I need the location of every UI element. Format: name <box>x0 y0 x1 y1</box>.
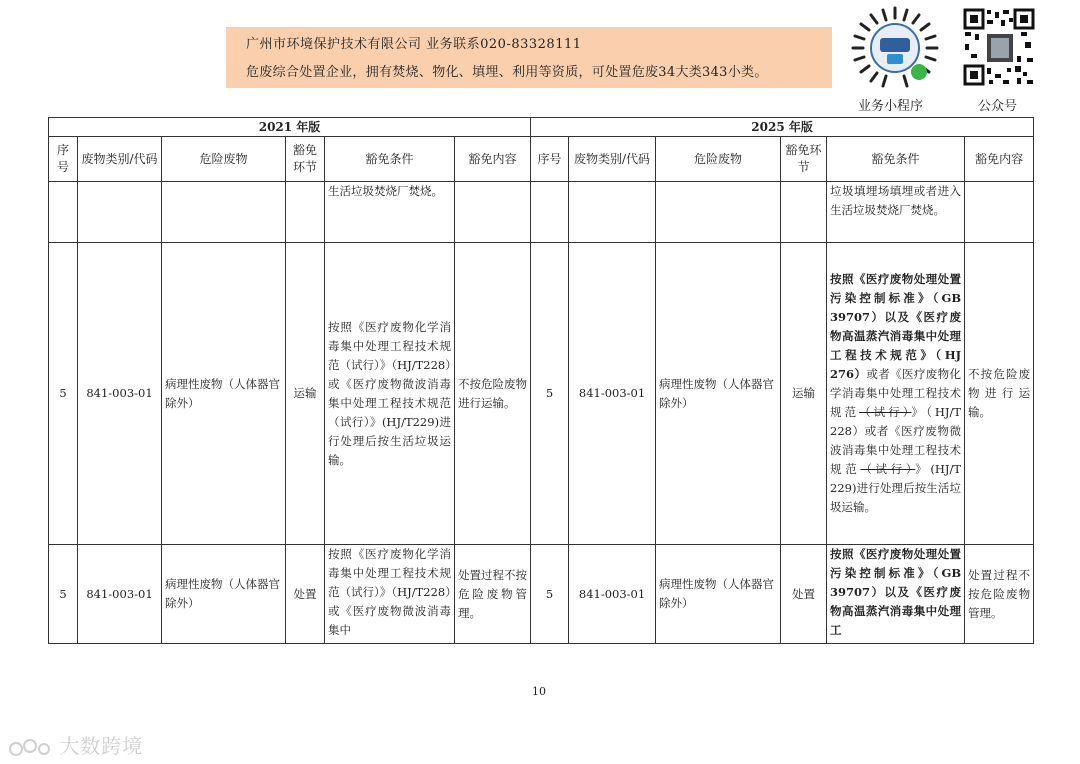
stage-2021: 运输 <box>286 243 325 545</box>
col-header-stage-2021: 豁免环节 <box>286 137 325 182</box>
condition-cell-2025: 按照《医疗废物处理处置污染控制标准》（GB 39707）以及《医疗废物高温蒸汽消毒集中处理工 <box>827 545 965 644</box>
banner-contact-line: 广州市环境保护技术有限公司 业务联系020-83328111 <box>246 37 582 52</box>
deleted-text: （试行） <box>860 462 916 476</box>
company-banner <box>226 27 832 88</box>
row-number-2025: 5 <box>531 545 569 644</box>
condition-text: 》(HJ/T 229)进行处理后按生活垃圾运输。 <box>830 462 962 514</box>
col-header-waste-2025: 危险废物 <box>656 137 781 182</box>
waste-name-2025: 病理性废物（人体器官除外） <box>656 243 781 545</box>
watermark <box>8 730 143 759</box>
watermark-logo-icon <box>8 737 52 759</box>
official-account-label: 公众号 <box>978 99 1018 114</box>
waste-code-2025: 841-003-01 <box>569 243 656 545</box>
stage-2021: 处置 <box>286 545 325 644</box>
content-cell-2021: 不按危险废物进行运输。 <box>455 243 531 545</box>
col-header-no-2025: 序号 <box>531 137 569 182</box>
condition-cell-2021: 按照《医疗废物化学消毒集中处理工程技术规范（试行）》（HJ/T228）或《医疗废物微波消毒集中 <box>325 545 455 644</box>
deleted-text: （试行） <box>859 405 912 419</box>
col-header-content-2025: 豁免内容 <box>965 137 1034 182</box>
waste-code-2021: 841-003-01 <box>78 243 162 545</box>
row-number-2025: 5 <box>531 243 569 545</box>
table-row <box>49 182 1034 243</box>
page-number: 10 <box>532 685 546 698</box>
content-cell-2021: 处置过程不按危险废物管理。 <box>455 545 531 644</box>
col-header-condition-2025: 豁免条件 <box>827 137 965 182</box>
table-row <box>49 243 1034 545</box>
col-header-code-2025: 废物类别/代码 <box>569 137 656 182</box>
banner-qualification-line: 危废综合处置企业，拥有焚烧、物化、填埋、利用等资质，可处置危废34大类343小类。 <box>246 65 768 80</box>
content-cell-2025: 处置过程不按危险废物管理。 <box>965 545 1034 644</box>
exemption-comparison-table <box>48 117 1034 644</box>
waste-name-2021: 病理性废物（人体器官除外） <box>162 243 286 545</box>
official-account-qr-icon[interactable] <box>963 8 1035 86</box>
col-header-code-2021: 废物类别/代码 <box>78 137 162 182</box>
col-header-content-2021: 豁免内容 <box>455 137 531 182</box>
col-header-waste-2021: 危险废物 <box>162 137 286 182</box>
miniprogram-label: 业务小程序 <box>858 99 924 114</box>
condition-cell-2021: 按照《医疗废物化学消毒集中处理工程技术规范（试行）》（HJ/T228）或《医疗废物微波消毒集中处理工程技术规范（试行）》(HJ/T229)进行处理后按生活垃圾运输。 <box>325 243 455 545</box>
condition-text: 》（HJ/T 228）或者《医疗废物微波消毒集中处理工程技术规范 <box>830 405 962 476</box>
col-header-condition-2021: 豁免条件 <box>325 137 455 182</box>
condition-cell-2025: 垃圾填埋场填埋或者进入生活垃圾焚烧厂焚烧。 <box>827 182 965 243</box>
waste-code-2025: 841-003-01 <box>569 545 656 644</box>
row-number-2021: 5 <box>49 545 78 644</box>
col-header-no-2021: 序号 <box>49 137 78 182</box>
edition-2021-header: 2021 年版 <box>49 118 531 137</box>
stage-2025: 运输 <box>781 243 827 545</box>
content-cell-2025: 不按危险废物进行运输。 <box>965 243 1034 545</box>
edition-2025-header: 2025 年版 <box>531 118 1034 137</box>
condition-cell-2021: 生活垃圾焚烧厂焚烧。 <box>325 182 455 243</box>
waste-code-2021: 841-003-01 <box>78 545 162 644</box>
col-header-stage-2025: 豁免环节 <box>781 137 827 182</box>
watermark-text: 大数跨境 <box>59 734 144 758</box>
miniprogram-qr-icon[interactable] <box>847 4 943 90</box>
condition-cell-2025 <box>827 243 965 545</box>
waste-name-2025: 病理性废物（人体器官除外） <box>656 545 781 644</box>
column-header-row <box>49 137 1034 182</box>
table-row <box>49 545 1034 644</box>
stage-2025: 处置 <box>781 545 827 644</box>
condition-text: 或者《医疗废物化学消毒集中处理工程技术规范 <box>830 367 962 419</box>
row-number-2021: 5 <box>49 243 78 545</box>
condition-bold-text: 按照《医疗废物处理处置污染控制标准》（GB 39707）以及《医疗废物高温蒸汽消毒集中处理工程技术规范》（HJ 276） <box>830 272 962 381</box>
waste-name-2021: 病理性废物（人体器官除外） <box>162 545 286 644</box>
